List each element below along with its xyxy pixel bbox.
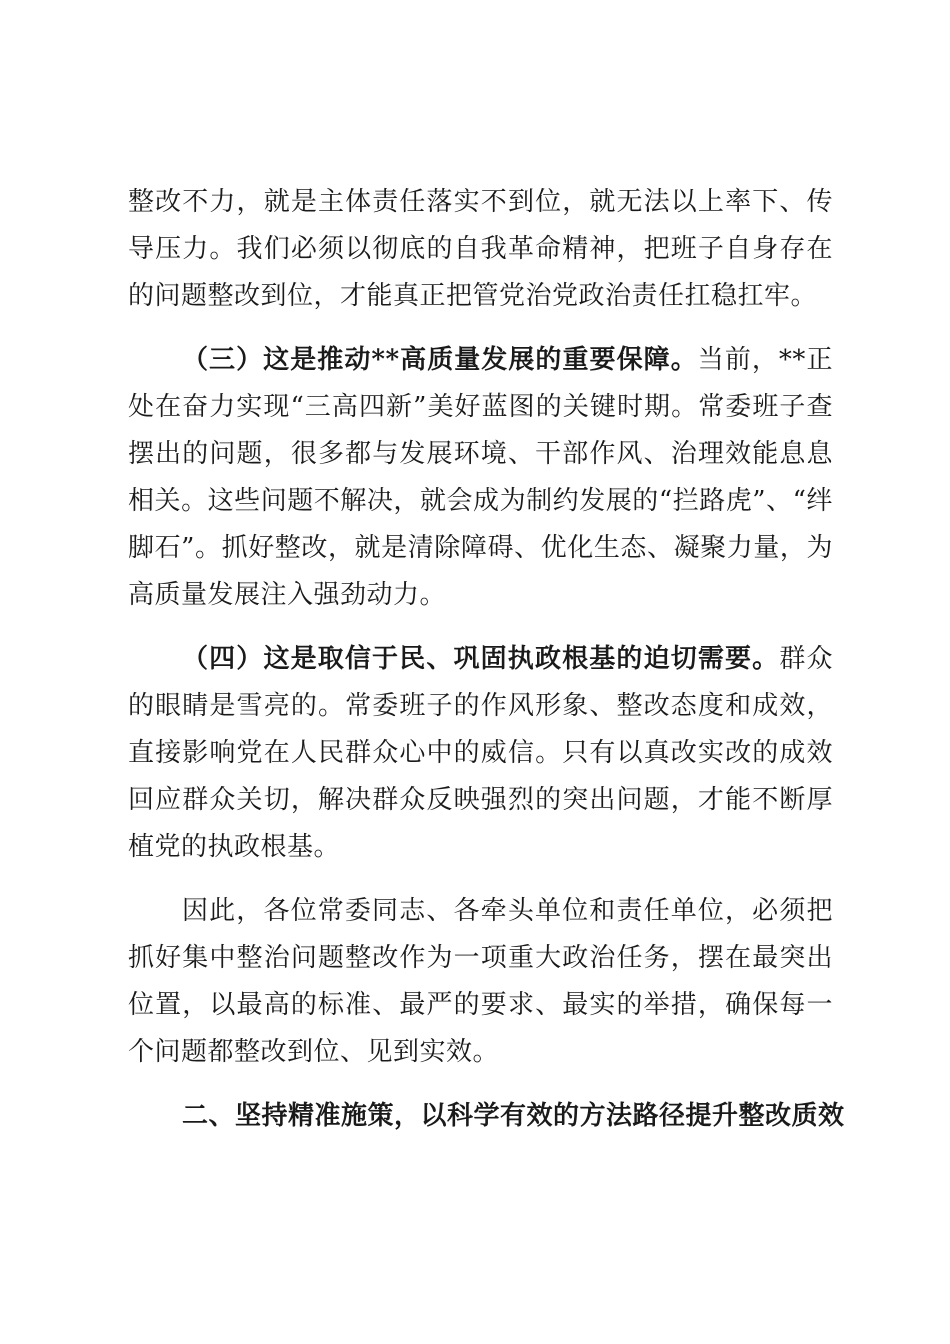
paragraph-lead-bold: （三）这是推动**高质量发展的重要保障。 [182,345,698,375]
paragraph-lead-bold: （四）这是取信于民、巩固执政根基的迫切需要。 [182,644,780,674]
section-heading: 二、坚持精准施策，以科学有效的方法路径提升整改质效 [182,1101,845,1131]
paragraph-text: 整改不力，就是主体责任落实不到位，就无法以上率下、传导压力。我们必须以彻底的自我革命精神，把班子自身存在的问题整改到位，才能真正把管党治党政治责任扛稳扛牢。 [128,187,833,311]
paragraph-three [128,337,833,619]
paragraph-conclusion [128,888,833,1076]
document-page [128,179,845,1140]
paragraph-continuation [128,179,833,320]
paragraph-text: 当前，**正处在奋力实现“三高四新”美好蓝图的关键时期。常委班子查摆出的问题，很多都与发展环境、干部作风、治理效能息息相关。这些问题不解决，就会成为制约发展的“拦路虎”、“绊脚石”。抓好整改，就是清除障碍、优化生态、凝聚力量，为高质量发展注入强劲动力。 [128,345,833,610]
paragraph-text: 群众的眼睛是雪亮的。常委班子的作风形象、整改态度和成效，直接影响党在人民群众心中的威信。只有以真改实改的成效回应群众关切，解决群众反映强烈的突出问题，才能不断厚植党的执政根基。 [128,644,833,862]
paragraph-four [128,636,833,871]
paragraph-text: 因此，各位常委同志、各牵头单位和责任单位，必须把抓好集中整治问题整改作为一项重大政治任务，摆在最突出位置，以最高的标准、最严的要求、最实的举措，确保每一个问题都整改到位、见到实效。 [128,896,833,1067]
